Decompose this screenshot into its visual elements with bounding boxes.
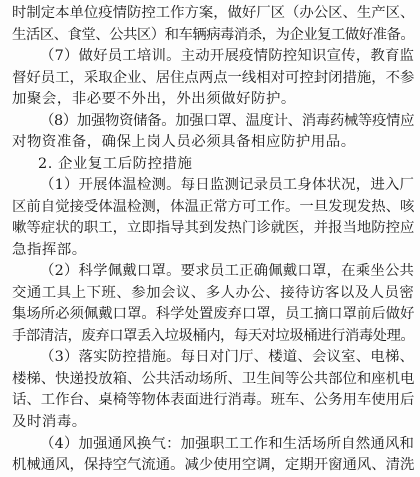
section-heading: 2. 企业复工后防控措施 bbox=[38, 155, 193, 172]
text-line: 加聚会，非必要不外出，外出须做好防护。 bbox=[12, 91, 296, 108]
text-line: （4）加强通风换气：加强职工工作和生活场所自然通风和 bbox=[40, 435, 415, 452]
text-line: 集场所必须佩戴口罩。科学处置废弃口罩，员工摘口罩前后做好 bbox=[12, 306, 415, 323]
text-line: （7）做好员工培训。主动开展疫情防控知识宣传，教育监 bbox=[40, 48, 415, 64]
text-line: 话、工作台、桌椅等物体表面进行消毒。班车、公务用车使用后 bbox=[12, 392, 415, 409]
text-line: 对物资准备，确保上岗人员必须具备相应防护用品。 bbox=[12, 134, 356, 151]
text-line: 及时消毒。 bbox=[12, 414, 87, 430]
text-line: 督好员工，采取企业、居住点两点一线相对可控封闭措施，不参 bbox=[12, 69, 415, 86]
text-line: 生活区、食堂、公共区）和车辆病毒消杀，为企业复工做好准备。 bbox=[12, 26, 415, 43]
text-line: （8）加强物资储备。加强口罩、温度计、消毒药械等疫情应 bbox=[40, 112, 415, 129]
text-line: （1）开展体温检测。每日监测记录员工身体状况，进入厂 bbox=[40, 177, 415, 194]
text-line: 嗽等症状的职工，立即指导其到发热门诊就医，并报当地防控应 bbox=[12, 220, 415, 237]
text-line: 楼梯、快递投放箱、公共活动场所、卫生间等公共部位和座机电 bbox=[12, 370, 415, 387]
text-line: 区前自觉接受体温检测，体温正常方可工作。一旦发现发热、咳 bbox=[12, 198, 415, 215]
text-line: 机械通风，保持空气流通。减少使用空调，定期开窗通风、清洗 bbox=[12, 457, 415, 473]
text-line: （3）落实防控措施。每日对门厅、楼道、会议室、电梯、 bbox=[40, 349, 415, 366]
text-line: （2）科学佩戴口罩。要求员工正确佩戴口罩，在乘坐公共 bbox=[40, 263, 415, 280]
text-line: 急指挥部。 bbox=[12, 241, 87, 258]
text-line: 手部清洁，废弃口罩丢入垃圾桶内，每天对垃圾桶进行消毒处理。 bbox=[12, 327, 415, 344]
text-line: 时制定本单位疫情防控工作方案，做好厂区（办公区、生产区、 bbox=[12, 5, 415, 21]
text-line: 交通工具上下班、参加会议、多人办公、接待访客以及人员密 bbox=[12, 284, 415, 301]
